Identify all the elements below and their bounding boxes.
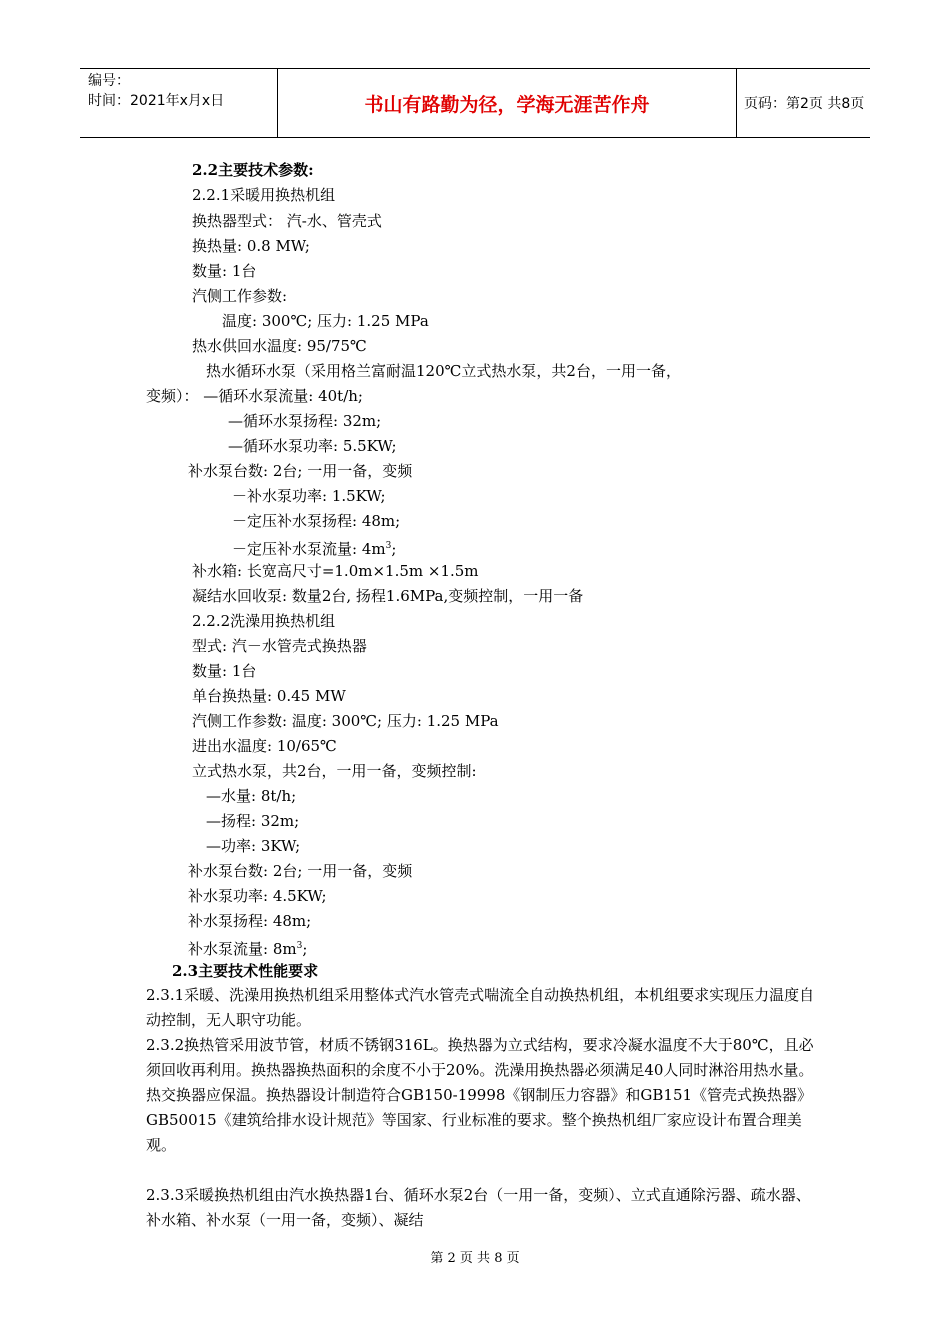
- text-line: —循环水泵功率: 5.5KW;: [228, 437, 397, 455]
- text-line: 汽侧工作参数:: [192, 287, 288, 305]
- text-line: 凝结水回收泵: 数量2台, 扬程1.6MPa,变频控制，一用一备: [192, 587, 584, 605]
- text-line: 立式热水泵，共2台，一用一备，变频控制:: [192, 762, 477, 780]
- page-footer: 第 2 页 共 8 页: [430, 1251, 520, 1266]
- text-line: 进出水温度: 10/65℃: [192, 737, 337, 755]
- text-span: ;: [302, 940, 308, 958]
- superscript: 3: [296, 941, 303, 951]
- text-span: 补水泵流量: 8m: [188, 940, 297, 958]
- text-line: 补水泵台数: 2台; 一用一备，变频: [188, 862, 413, 880]
- text-line: —功率: 3KW;: [206, 837, 301, 855]
- text-line: 温度: 300℃; 压力: 1.25 MPa: [222, 312, 429, 330]
- header-motto: 书山有路勤为径，学海无涯苦作舟: [278, 69, 737, 137]
- text-line: 数量: 1台: [192, 262, 257, 280]
- text-line: 换热量: 0.8 MW;: [192, 237, 310, 255]
- text-line: 汽侧工作参数: 温度: 300℃; 压力: 1.25 MPa: [192, 712, 499, 730]
- header-meta: [80, 69, 278, 137]
- subsection-heading-2-2-1: 2.2.1采暖用换热机组: [192, 186, 336, 204]
- text-line: 补水泵功率: 4.5KW;: [188, 887, 327, 905]
- section-heading-2-3: 2.3主要技术性能要求: [172, 962, 319, 980]
- text-line: [188, 936, 307, 959]
- text-span: －定压补水泵流量: 4m: [232, 540, 386, 558]
- header-time: 时间：2021年x月x日: [88, 93, 225, 109]
- paragraph-2-3-3: 2.3.3采暖换热机组由汽水换热器1台、循环水泵2台（一用一备，变频）、立式直通除污器、疏水器、补水箱、补水泵（一用一备，变频）、凝结: [146, 1186, 811, 1229]
- text-line: －补水泵功率: 1.5KW;: [232, 487, 386, 505]
- text-line: 数量: 1台: [192, 662, 257, 680]
- text-line: 热水供回水温度: 95/75℃: [192, 337, 367, 355]
- text-line: —水量: 8t/h;: [206, 787, 297, 805]
- text-line: 变频）： —循环水泵流量: 40t/h;: [146, 387, 363, 405]
- text-line: 型式: 汽－水管壳式换热器: [192, 637, 367, 655]
- paragraph-2-3-1: 2.3.1采暖、洗澡用换热机组采用整体式汽水管壳式喘流全自动换热机组，本机组要求实现压力温度自动控制，无人职守功能。: [146, 986, 815, 1029]
- text-line: 单台换热量: 0.45 MW: [192, 687, 346, 705]
- text-span: ;: [391, 540, 397, 558]
- text-line: 热水循环水泵（采用格兰富耐温120℃立式热水泵，共2台，一用一备，: [206, 362, 681, 380]
- header-number: 编号：: [88, 73, 130, 89]
- text-line: [232, 536, 396, 559]
- text-line: 补水泵台数: 2台; 一用一备，变频: [188, 462, 413, 480]
- text-line: —扬程: 32m;: [206, 812, 300, 830]
- text-line: 补水泵扬程: 48m;: [188, 912, 312, 930]
- superscript: 3: [385, 541, 392, 551]
- section-heading-2-2: 2.2主要技术参数:: [192, 161, 314, 179]
- header-page-number: 页码：第2页 共8页: [744, 96, 865, 112]
- text-line: 补水箱: 长宽高尺寸=1.0m×1.5m ×1.5m: [192, 562, 479, 580]
- page-header: [80, 68, 870, 138]
- text-line: 换热器型式： 汽-水、管壳式: [192, 212, 382, 230]
- text-line: —循环水泵扬程: 32m;: [228, 412, 382, 430]
- subsection-heading-2-2-2: 2.2.2洗澡用换热机组: [192, 612, 336, 630]
- paragraph-2-3-2: 2.3.2换热管采用波节管，材质不锈钢316L。换热器为立式结构，要求冷凝水温度不大于80℃，且必须回收再利用。换热器换热面积的余度不小于20%。洗澡用换热器必须满足40人同时淋浴用热水量。热交换器应保温。换热器设计制造符合GB150-19998《钢制压力容器》和GB151《管壳式换热器》GB50015《建筑给排水设计规范》等国家、行业标准的要求。整个换热机组厂家应设计布置合理美观。: [146, 1036, 814, 1154]
- text-line: －定压补水泵扬程: 48m;: [232, 512, 401, 530]
